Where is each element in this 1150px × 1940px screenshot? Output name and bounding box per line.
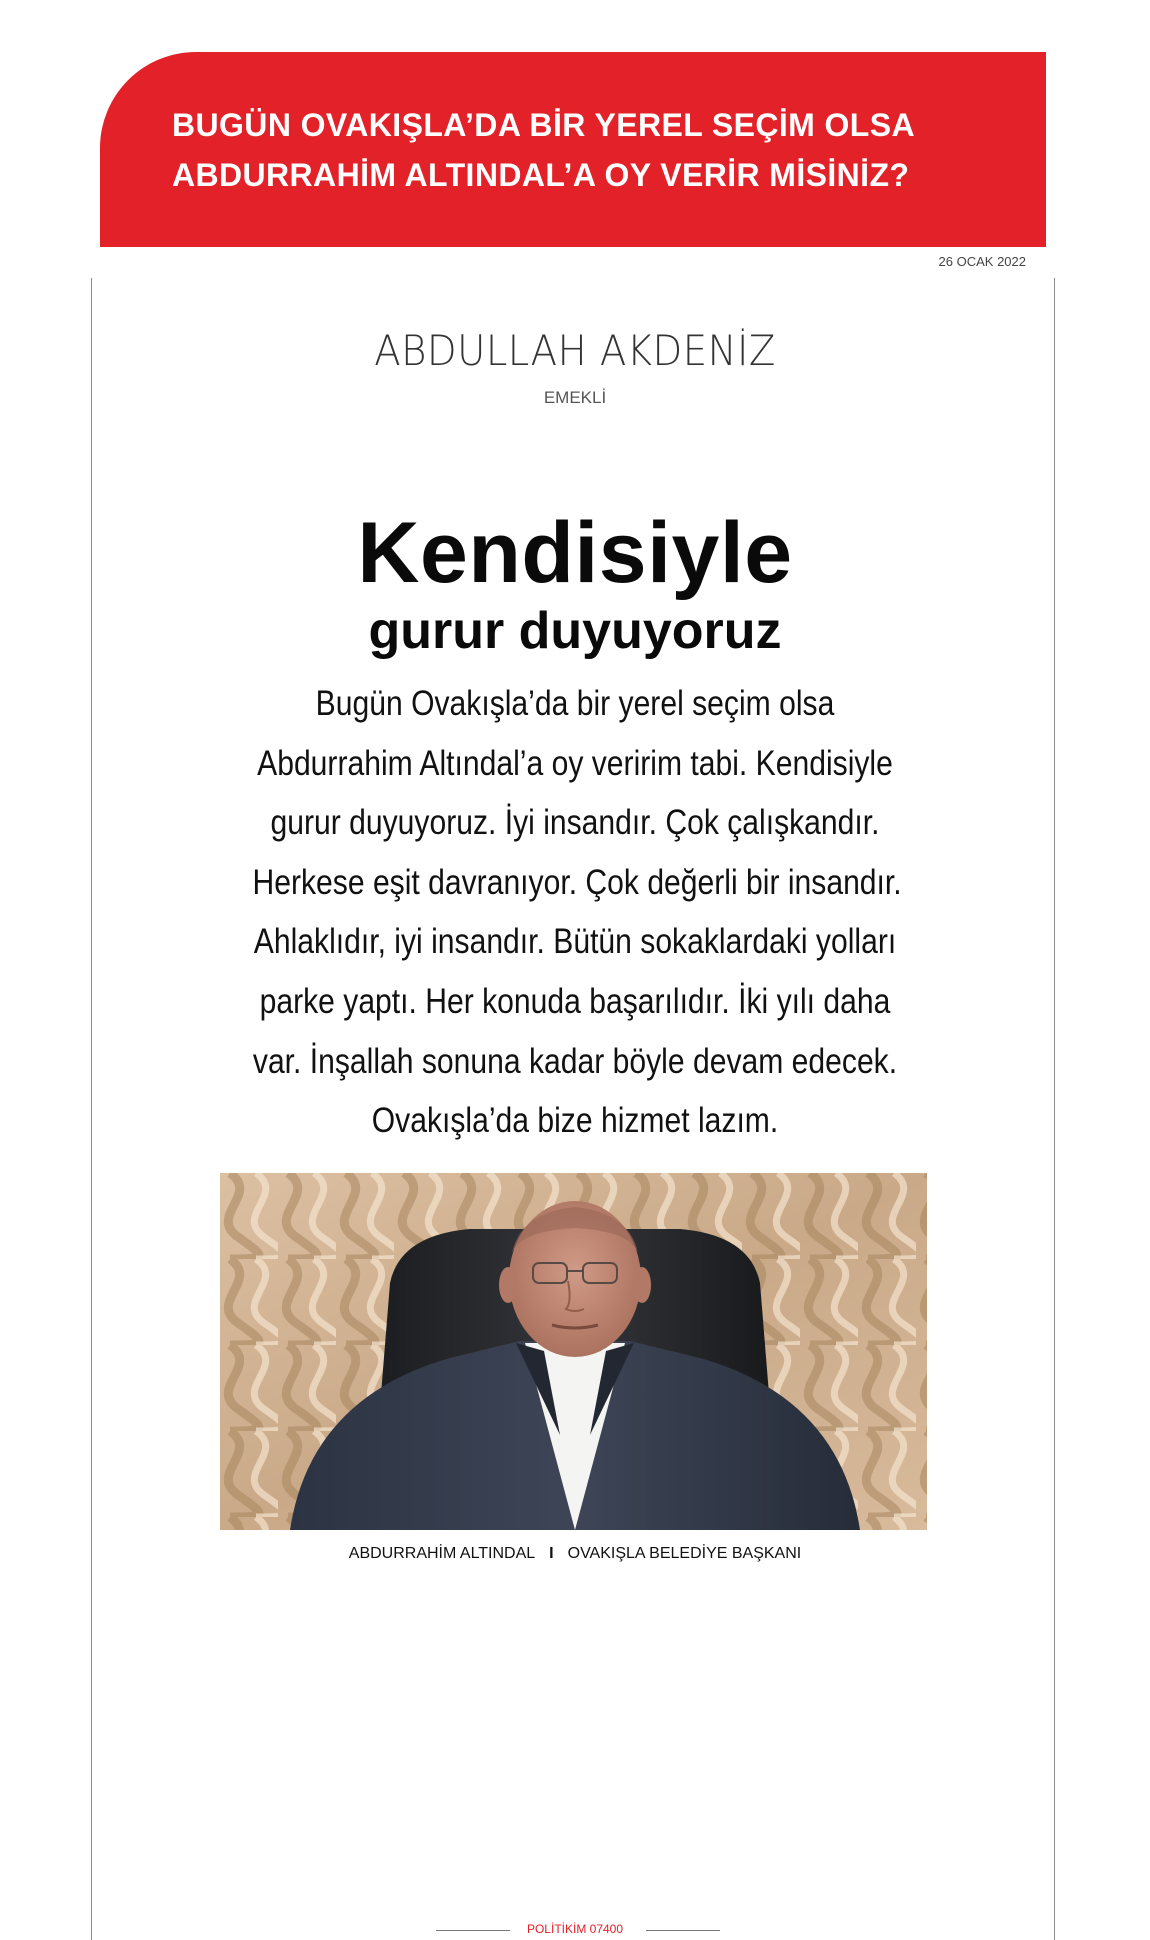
author-role: EMEKLİ <box>543 388 607 407</box>
body-line: Abdurrahim Altındal’a oy veririm tabi. Kendisiyle <box>257 743 893 783</box>
caption-separator: I <box>549 1545 554 1562</box>
body-line: parke yaptı. Her konuda başarılıdır. İki yılı daha <box>259 981 891 1021</box>
caption-name: ABDURRAHİM ALTINDAL <box>348 1545 536 1562</box>
caption-title: OVAKIŞLA BELEDİYE BAŞKANI <box>567 1545 802 1562</box>
body-line: Ovakışla’da bize hizmet lazım. <box>371 1101 779 1141</box>
photo-caption <box>0 1545 1150 1563</box>
publish-date: 26 OCAK 2022 <box>938 254 1026 269</box>
body-line: Bugün Ovakışla’da bir yerel seçim olsa <box>315 684 835 723</box>
body-line: Herkese eşit davranıyor. Çok değerli bir insandır. <box>252 862 902 902</box>
article-subheadline: gurur duyuyoruz <box>368 602 782 660</box>
banner-title-line-1: BUGÜN OVAKIŞLA’DA BİR YEREL SEÇİM OLSA <box>172 106 915 143</box>
page-footer: POLİTİKİM 07400 <box>526 1922 624 1936</box>
body-line: gurur duyuyoruz. İyi insandır. Çok çalışkandır. <box>270 803 880 843</box>
mayor-photo <box>220 1173 927 1530</box>
author-name: ABDULLAH AKDENİZ <box>374 326 776 375</box>
body-line: var. İnşallah sonuna kadar böyle devam edecek. <box>252 1041 898 1081</box>
banner-title-line-2: ABDURRAHİM ALTINDAL’A OY VERİR MİSİNİZ? <box>172 156 910 193</box>
article-body <box>200 674 950 1151</box>
article-headline: Kendisiyle <box>357 505 793 601</box>
body-line: Ahlaklıdır, iyi insandır. Bütün sokaklardaki yolları <box>253 922 897 962</box>
headline-banner <box>100 52 1046 247</box>
